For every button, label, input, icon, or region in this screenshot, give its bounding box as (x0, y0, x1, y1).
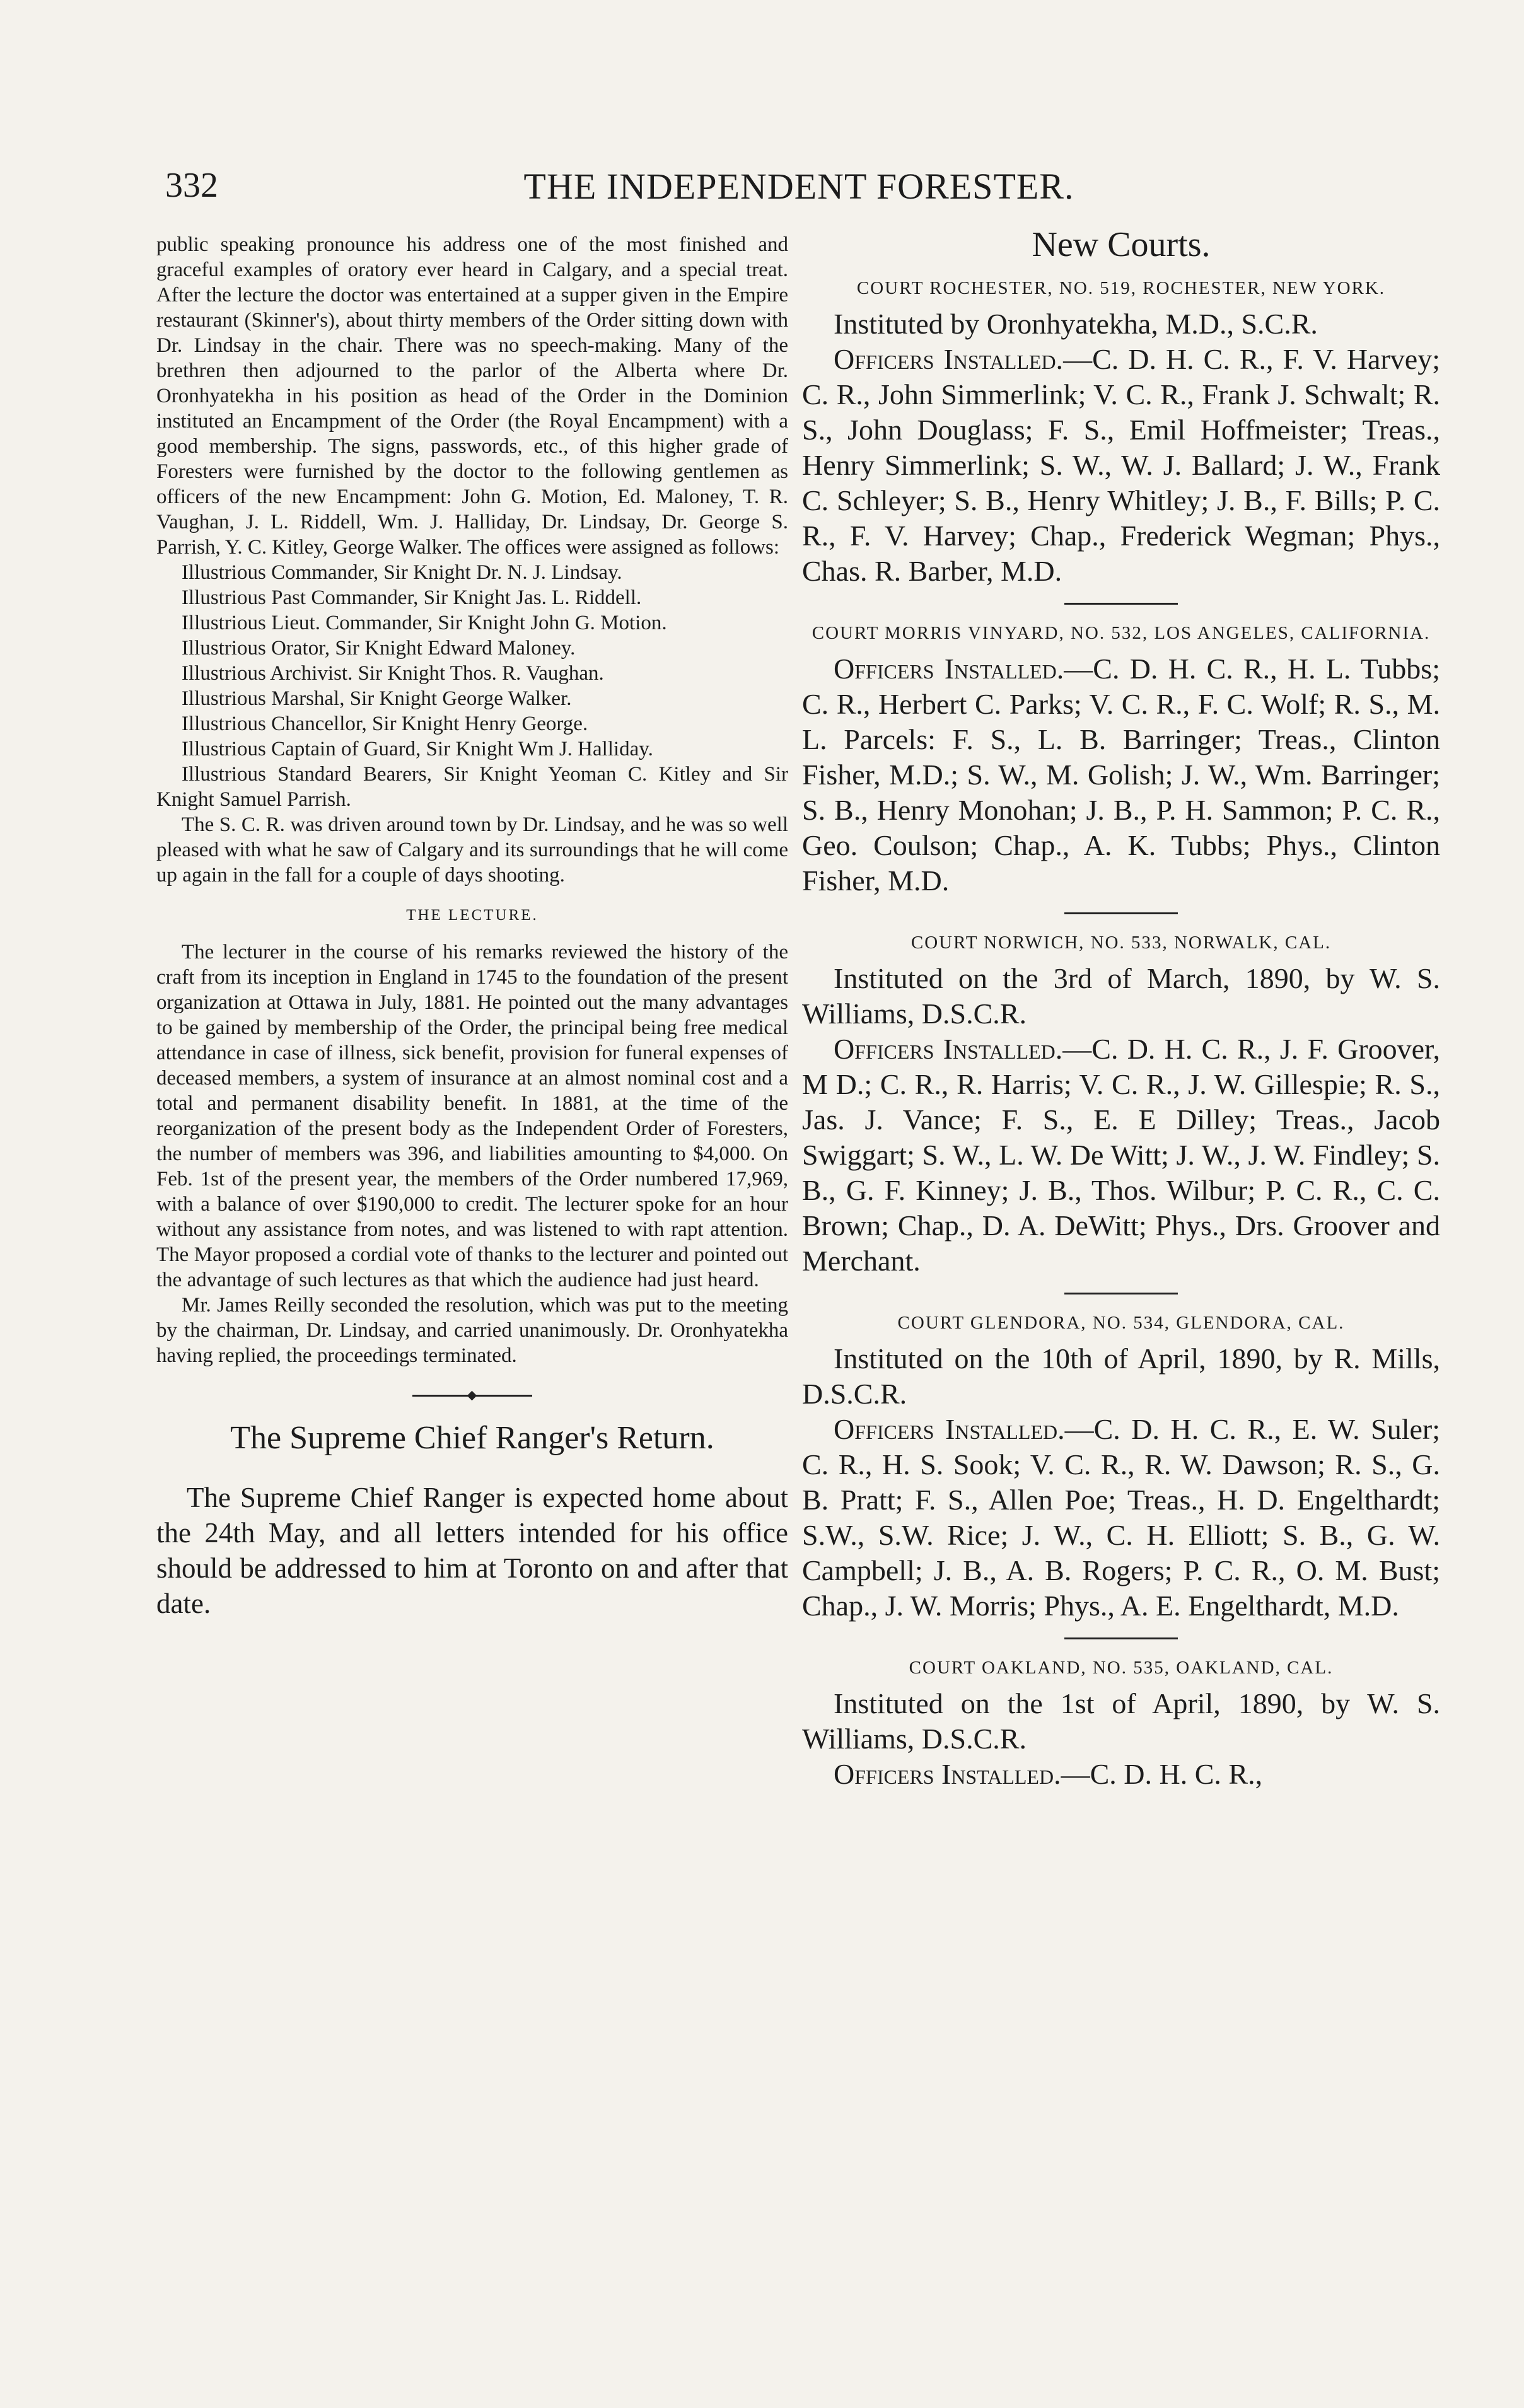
office-list (156, 560, 788, 812)
court-divider (1064, 1293, 1178, 1294)
officers-list: —C. D. H. C. R., (1061, 1758, 1263, 1790)
new-courts-title: New Courts. (1032, 225, 1211, 264)
lecture-paragraph: The lecturer in the course of his remarks reviewed the history of the craft from its inception in England in 1745 to the foundation of the present organization at Ottawa in July, 1881. He pointed out the many advantages to be gained by membership of the Order, the principal being free medical attendance in case of illness, sick benefit, provision for funeral expenses of deceased members, a system of insurance at an almost nominal cost and a total and permanent disability benefit. In 1881, at the time of the reorganization of the present body as the Independent Order of Foresters, the number of members was 396, and liabilities amounting to $4,000. On Feb. 1st of the present year, the members of the Order numbered 17,969, with a balance of over $190,000 to credit. The lecturer spoke for an hour without any assistance from notes, and was listened to with rapt attention. The Mayor proposed a cordial vote of thanks to the lecturer and pointed out the advantage of such lectures as that which the audience had just heard. (156, 941, 788, 1291)
office-entry: Illustrious Marshal, Sir Knight George Walker. (182, 687, 572, 710)
lecture-paragraph: Mr. James Reilly seconded the resolution, which was put to the meeting by the chairman, Dr. Lindsay, and carried unanimously. Dr. Oronhyatekha having replied, the proceedings terminated. (156, 1294, 788, 1367)
court-heading: COURT MORRIS VINYARD, NO. 532, LOS ANGELES, CALIFORNIA. (811, 623, 1431, 643)
return-article (156, 1480, 788, 1621)
journal-title: THE INDEPENDENT FORESTER. (523, 166, 1074, 207)
officers-label: Officers Installed. (834, 1033, 1063, 1065)
court-officers (802, 1412, 1440, 1624)
right-column (802, 219, 1440, 1792)
return-title: The Supreme Chief Ranger's Return. (230, 1420, 714, 1456)
court-heading: COURT OAKLAND, NO. 535, OAKLAND, CAL. (909, 1658, 1334, 1678)
section-divider (412, 1395, 532, 1397)
court-officers (802, 1032, 1440, 1279)
article-continuation (156, 232, 788, 1368)
office-entry: Illustrious Commander, Sir Knight Dr. N. J. Lindsay. (182, 561, 622, 584)
closing-paragraph: The S. C. R. was driven around town by Dr. Lindsay, and he was so well pleased with what he saw of Calgary and its surroundings that he will come up again in the fall for a couple of days shooting. (156, 813, 788, 887)
court-entry (802, 1311, 1440, 1624)
running-head (165, 165, 1433, 216)
office-entry: Illustrious Archivist. Sir Knight Thos. R. Vaughan. (182, 662, 604, 685)
court-entry (802, 621, 1440, 899)
office-entry: Illustrious Lieut. Commander, Sir Knight John G. Motion. (182, 612, 667, 634)
court-instituted: Instituted on the 1st of April, 1890, by W. S. Williams, D.S.C.R. (802, 1687, 1440, 1755)
court-divider (1064, 912, 1178, 914)
page-number: 332 (165, 166, 218, 205)
court-instituted: Instituted by Oronhyatekha, M.D., S.C.R. (834, 308, 1318, 340)
court-heading: COURT NORWICH, NO. 533, NORWALK, CAL. (910, 933, 1332, 953)
return-paragraph: The Supreme Chief Ranger is expected home about the 24th May, and all letters intended for his office should be addressed to him at Toronto on and after that date. (156, 1482, 788, 1619)
office-entry: Illustrious Chancellor, Sir Knight Henry George. (182, 713, 588, 735)
court-officers (802, 342, 1440, 589)
court-entry (802, 931, 1440, 1279)
left-column (156, 232, 788, 1621)
officers-list: —C. D. H. C. R., E. W. Suler; C. R., H. S. Sook; V. C. R., R. W. Dawson; R. S., G. B. Pratt; F. S., Allen Poe; Treas., H. D. Engelthardt; S.W., S.W. Rice; J. W., C. H. Elliott; S. B., G. W. Campbell; J. B., A. B. Rogers; P. C. R., O. M. Bust; Chap., J. W. Morris; Phys., A. E. Engelthardt, M.D. (802, 1413, 1441, 1622)
office-entry: Illustrious Captain of Guard, Sir Knight Wm J. Halliday. (182, 738, 653, 760)
court-officers (802, 1757, 1440, 1792)
office-entry: Illustrious Past Commander, Sir Knight Jas. L. Riddell. (182, 586, 642, 609)
court-divider (1064, 603, 1178, 605)
officers-label: Officers Installed. (834, 653, 1064, 685)
officers-label: Officers Installed. (834, 1758, 1061, 1790)
office-entry: Illustrious Standard Bearers, Sir Knight Yeoman C. Kitley and Sir Knight Samuel Parrish. (156, 763, 788, 811)
officers-list: —C. D. H. C. R., H. L. Tubbs; C. R., Herbert C. Parks; V. C. R., F. C. Wolf; R. S., M. L. Parcels: F. S., L. B. Barringer; Treas., Clinton Fisher, M.D.; S. W., M. Golish; J. W., Wm. Barringer; S. B., Henry Monohan; J. B., P. H. Sammon; P. C. R., Geo. Coulson; Chap., A. K. Tubbs; Phys., Clinton Fisher, M.D. (802, 653, 1440, 897)
court-heading: COURT ROCHESTER, NO. 519, ROCHESTER, NEW YORK. (856, 278, 1386, 298)
court-divider (1064, 1637, 1178, 1639)
officers-list: —C. D. H. C. R., F. V. Harvey; C. R., John Simmerlink; V. C. R., Frank J. Schwalt; R. S., John Douglass; F. S., Emil Hoffmeister; Treas., Henry Simmerlink; S. W., W. J. Ballard; J. W., Frank C. Schleyer; S. B., Henry Whitley; J. B., F. Bills; P. C. R., F. V. Harvey; Chap., Frederick Wegman; Phys., Chas. R. Barber, M.D. (802, 343, 1440, 587)
court-entry (802, 276, 1440, 589)
lecture-heading: THE LECTURE. (406, 907, 538, 924)
court-officers (802, 651, 1440, 899)
officers-list: —C. D. H. C. R., J. F. Groover, M D.; C. R., R. Harris; V. C. R., J. W. Gillespie; R. S., Jas. J. Vance; F. S., E. E Dilley; Treas., Jacob Swiggart; S. W., L. W. De Witt; J. W., J. W. Findley; S. B., G. F. Kinney; J. B., Thos. Wilbur; P. C. R., C. C. Brown; Chap., D. A. DeWitt; Phys., Drs. Groover and Merchant. (802, 1033, 1441, 1277)
court-instituted: Instituted on the 10th of April, 1890, by R. Mills, D.S.C.R. (802, 1342, 1440, 1410)
opening-paragraph: public speaking pronounce his address one of the most finished and graceful examples of oratory ever heard in Calgary, and a special treat. After the lecture the doctor was entertained at a supper given in the Empire restaurant (Skinner's), about thirty members of the Order sitting down with Dr. Lindsay in the chair. There was no speech-making. Many of the brethren then adjourned to the parlor of the Alberta where Dr. Oronhyatekha in his position as head of the Order in the Dominion instituted an Encampment of the Order (the Royal Encampment) with a good membership. The signs, passwords, etc., of this higher grade of Foresters were furnished by the doctor to the following gentlemen as officers of the new Encampment: John G. Motion, Ed. Maloney, T. R. Vaughan, J. L. Riddell, Wm. J. Halliday, Dr. Lindsay, Dr. George S. Parrish, Y. C. Kitley, George Walker. The offices were assigned as follows: (156, 233, 788, 559)
officers-label: Officers Installed. (834, 1413, 1065, 1445)
court-instituted: Instituted on the 3rd of March, 1890, by W. S. Williams, D.S.C.R. (802, 962, 1440, 1030)
office-entry: Illustrious Orator, Sir Knight Edward Maloney. (182, 637, 576, 660)
court-entry (802, 1656, 1440, 1792)
officers-label: Officers Installed. (834, 343, 1064, 375)
court-heading: COURT GLENDORA, NO. 534, GLENDORA, CAL. (897, 1313, 1345, 1333)
